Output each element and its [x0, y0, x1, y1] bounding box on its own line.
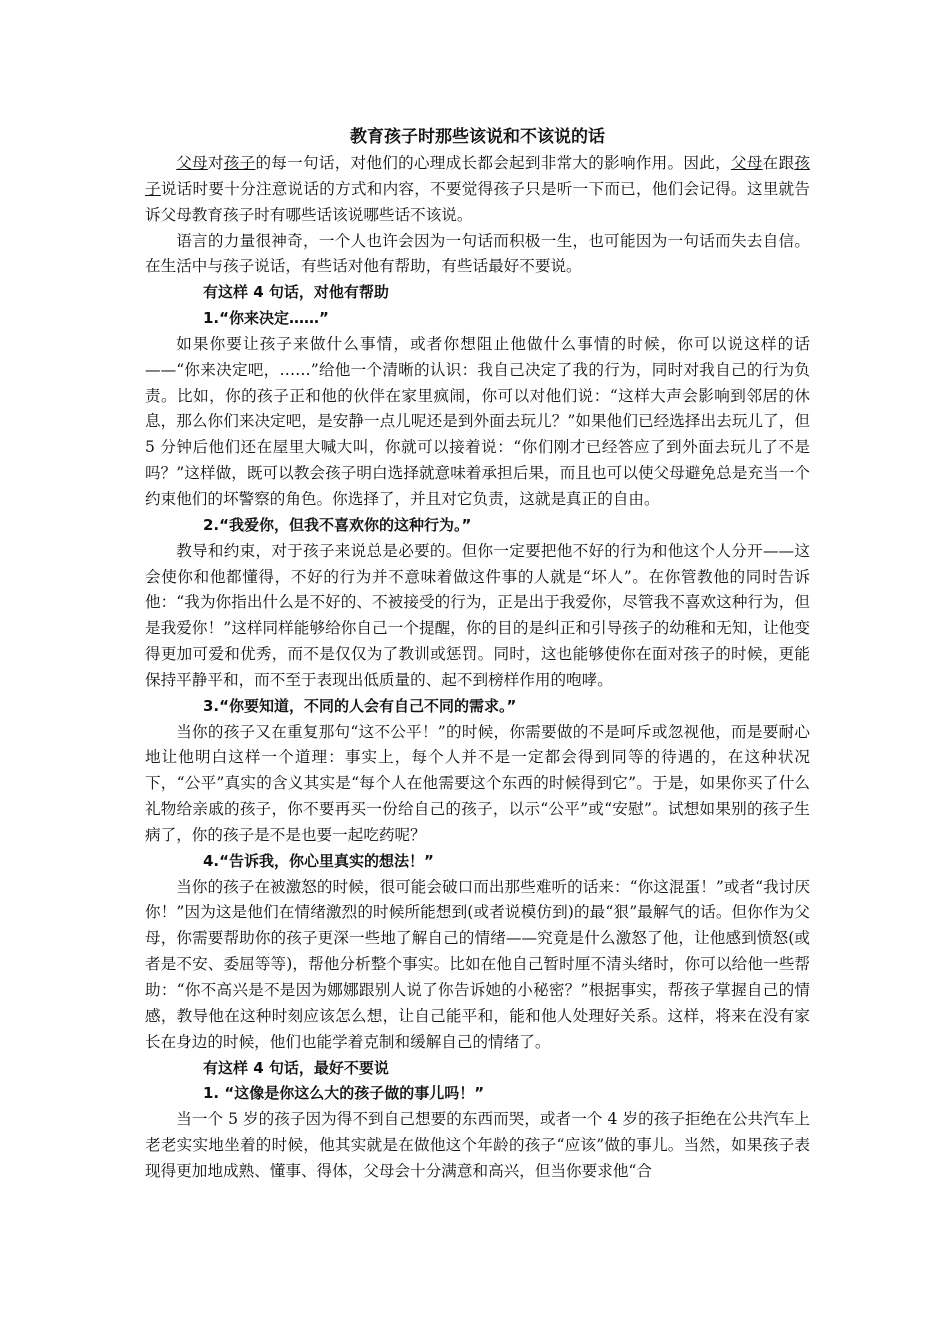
document-page [145, 123, 810, 1185]
heading-tell-me: 4.“告诉我，你心里真实的想法！” [203, 851, 434, 870]
heading-your-age: 1. “这像是你这么大的孩子做的事儿吗！” [203, 1084, 485, 1103]
intro-text-4: 说话时要十分注意说话的方式和内容，不要觉得孩子只是听一下而已，他们会记得。这里就告诉父母教育孩子时有哪些话该说哪些话不该说。 [145, 179, 810, 224]
link-parents[interactable]: 父母 [176, 154, 208, 172]
link-children[interactable]: 孩子 [223, 154, 256, 172]
link-children-2[interactable]: 孩子 [145, 154, 810, 198]
section-heading-avoid: 有这样 4 句话，最好不要说 [203, 1058, 389, 1077]
intro-text-3: 在跟 [762, 154, 795, 172]
intro-text-1: 对 [207, 154, 224, 172]
paragraph-you-decide: 如果你要让孩子来做什么事情，或者你想阻止他做什么事情的时候，你可以说这样的话——“你来决定吧，……”给他一个清晰的认识：我自己决定了我的行为，同时对我自己的行为负责。比如，你的孩子正和他的伙伴在家里疯闹，你可以对他们说：“这样大声会影响到邻居的休息，那么你们来决定吧，是安静一点儿呢还是到外面去玩儿？”如果他们已经选择出去玩儿了，但 5 分钟后他们还在屋里大喊大叫，你就可以接着说：“你们刚才已经答应了到外面去玩儿了不是吗？”这样做，既可以教会孩子明白选择就意味着承担后果，而且也可以使父母避免总是充当一个约束他们的坏警察的角色。你选择了，并且对它负责，这就是真正的自由。 [145, 334, 810, 508]
intro-paragraph [145, 151, 810, 229]
heading-you-decide: 1.“你来决定……” [203, 309, 329, 328]
document-title: 教育孩子时那些该说和不该说的话 [350, 127, 605, 147]
paragraph-i-love-you: 教导和约束，对于孩子来说总是必要的。但你一定要把他不好的行为和他这个人分开——这会使你和他都懂得，不好的行为并不意味着做这件事的人就是“坏人”。在你管教他的同时告诉他：“我为你指出什么是不好的、不被接受的行为，正是出于我爱你，尽管我不喜欢这种行为，但是我爱你！”这样同样能够给你自己一个提醒，你的目的是纠正和引导孩子的幼稚和无知，让他变得更加可爱和优秀，而不是仅仅为了教训或惩罚。同时，这也能够使你在面对孩子的时候，更能保持平静平和，而不至于表现出低质量的、起不到榜样作用的咆哮。 [145, 541, 810, 689]
paragraph-tell-me: 当你的孩子在被激怒的时候，很可能会破口而出那些难听的话来：“你这混蛋！”或者“我讨厌你！”因为这是他们在情绪激烈的时候所能想到(或者说模仿到)的最“狠”最解气的话。但你作为父母，你需要帮助你的孩子更深一些地了解自己的情绪——究竟是什么激怒了他，让他感到愤怒(或者是不安、委屈等等)，帮他分析整个事实。比如在他自己暂时厘不清头绪时，你可以给他一些帮助：“你不高兴是不是因为娜娜跟别人说了你告诉她的小秘密？”根据事实，帮孩子掌握自己的情感，教导他在这种时刻应该怎么想，让自己能平和，能和他人处理好关系。这样，将来在没有家长在身边的时候，他们也能学着克制和缓解自己的情绪了。 [145, 877, 810, 1051]
section-heading-helpful: 有这样 4 句话，对他有帮助 [203, 283, 389, 302]
intro-text-2: 的每一句话，对他们的心理成长都会起到非常大的影响作用。因此， [255, 154, 731, 172]
paragraph-different-needs: 当你的孩子又在重复那句“这不公平！”的时候，你需要做的不是呵斥或忽视他，而是要耐心地让他明白这样一个道理：事实上，每个人并不是一定都会得到同等的待遇的，在这种状况下，“公平”真实的含义其实是“每个人在他需要这个东西的时候得到它”。于是，如果你买了什么礼物给亲戚的孩子，你不要再买一份给自己的孩子，以示“公平”或“安慰”。试想如果别的孩子生病了，你的孩子是不是也要一起吃药呢？ [145, 722, 810, 844]
link-parents-2[interactable]: 父母 [730, 154, 763, 172]
heading-different-needs: 3.“你要知道，不同的人会有自己不同的需求。” [203, 696, 517, 715]
heading-i-love-you: 2.“我爱你，但我不喜欢你的这种行为。” [203, 515, 472, 534]
paragraph-language: 语言的力量很神奇，一个人也许会因为一句话而积极一生，也可能因为一句话而失去自信。在生活中与孩子说话，有些话对他有帮助，有些话最好不要说。 [145, 231, 810, 276]
paragraph-your-age: 当一个 5 岁的孩子因为得不到自己想要的东西而哭，或者一个 4 岁的孩子拒绝在公共汽车上老老实实地坐着的时候，他其实就是在做他这个年龄的孩子“应该”做的事儿。当然，如果孩子表现得更加地成熟、懂事、得体，父母会十分满意和高兴，但当你要求他“合 [145, 1110, 810, 1180]
